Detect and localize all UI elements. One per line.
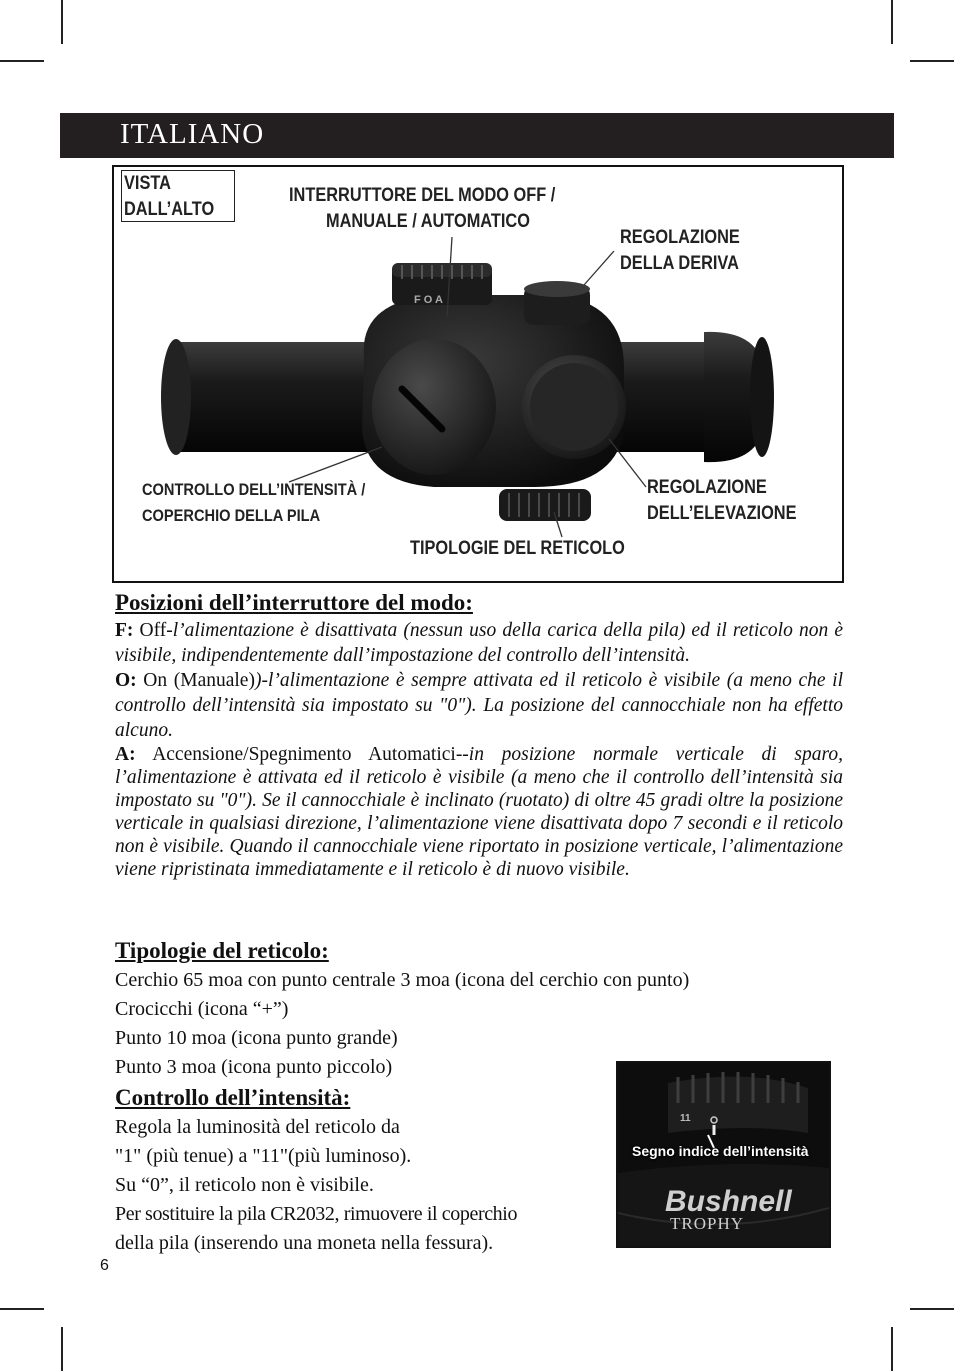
crop-mark — [910, 60, 954, 62]
elevation-label-line2: DELL’ELEVAZIONE — [647, 503, 797, 524]
product-figure — [112, 165, 844, 583]
mode-on-text: )-l’alimentazione è sempre attivata ed il reticolo è visibile (a meno che il controllo dell’intensità sia impostato su "0"). La posizione del cannocchiale non ha effetto alcuno. — [115, 670, 844, 741]
mode-positions-section — [115, 588, 843, 881]
mode-positions-heading: Posizioni dell’interruttore del modo: — [115, 590, 473, 615]
mode-on-key: O: — [115, 670, 137, 691]
intensity-line: Per sostituire la pila CR2032, rimuovere il coperchio — [115, 1203, 518, 1225]
crop-mark — [61, 0, 63, 44]
crop-mark — [891, 1327, 893, 1371]
crop-mark — [891, 0, 893, 44]
reticle-item: Punto 3 moa (icona punto piccolo) — [115, 1056, 393, 1078]
intensity-label-line2: COPERCHIO DELLA PILA — [142, 506, 321, 525]
intensity-line: "1" (più tenue) a "11"(più luminoso). — [115, 1145, 412, 1167]
mode-switch-label-line2: MANUALE / AUTOMATICO — [326, 211, 530, 232]
brand-logo: Bushnell — [665, 1185, 792, 1218]
language-header — [60, 113, 894, 158]
reticle-types-label: TIPOLOGIE DEL RETICOLO — [410, 538, 625, 559]
windage-label-line2: DELLA DERIVA — [620, 253, 739, 274]
mode-auto-text: --in posizione normale verticale di sparo, l’alimentazione è attivata ed il reticolo è visibile (a meno che il controllo dell’intensità sia impostato su "0"). Se il cannocchiale è inclinato (ruotato) di oltre 45 gradi oltre la posizione verticale in qualsiasi direzione, l’alimentazione viene disattivata dopo 7 secondi e il reticolo non è visibile. Quando il cannocchiale viene riportato in posizione verticale, l’alimentazione viene ripristinata immediatamente e il reticolo è di nuovo visibile. — [115, 744, 843, 880]
page-number: 6 — [100, 1257, 109, 1274]
intensity-label-line1: CONTROLLO DELL’INTENSITÀ / — [142, 480, 366, 499]
sub-brand-logo: TROPHY — [670, 1214, 745, 1233]
dial-number: 11 — [680, 1113, 691, 1124]
intensity-heading: Controllo dell’intensità: — [115, 1085, 351, 1110]
mode-off-word: Off — [139, 620, 167, 641]
view-label-line2: DALL’ALTO — [124, 199, 215, 220]
mode-switch-label-line1: INTERRUTTORE DEL MODO OFF / — [289, 185, 556, 206]
mode-off-key: F: — [115, 620, 134, 641]
mode-auto-word: Accensione/Spegnimento Automatici — [152, 744, 456, 765]
reticle-types-heading: Tipologie del reticolo: — [115, 938, 329, 963]
crop-mark — [910, 1308, 954, 1310]
intensity-line: della pila (inserendo una moneta nella fessura). — [115, 1232, 494, 1254]
elevation-label-line1: REGOLAZIONE — [647, 477, 767, 498]
mode-on-paragraph — [115, 668, 843, 743]
intensity-index-caption: Segno indice dell’intensità — [632, 1143, 809, 1159]
reticle-item: Punto 10 moa (icona punto grande) — [115, 1027, 398, 1049]
crop-mark — [0, 60, 44, 62]
crop-mark — [0, 1308, 44, 1310]
dial-letters: F O A — [414, 294, 443, 306]
mode-on-word: On (Manuale) — [143, 670, 255, 691]
intensity-line: Regola la luminosità del reticolo da — [115, 1116, 400, 1138]
view-label-line1: VISTA — [124, 173, 171, 194]
reticle-item: Crocicchi (icona “+”) — [115, 998, 289, 1020]
mode-off-paragraph — [115, 618, 843, 668]
windage-label-line1: REGOLAZIONE — [620, 227, 740, 248]
intensity-section — [115, 1083, 615, 1258]
intensity-index-photo — [616, 1061, 831, 1248]
crop-mark — [61, 1327, 63, 1371]
mode-off-text: -l’alimentazione è disattivata (nessun uso della carica della pila) ed il reticolo non è visibile, indipendentemente dall’impostazione del controllo dell’intensità. — [115, 620, 843, 666]
intensity-line: Su “0”, il reticolo non è visibile. — [115, 1174, 374, 1196]
page-title: ITALIANO — [120, 118, 265, 150]
reticle-item: Cerchio 65 moa con punto centrale 3 moa (icona del cerchio con punto) — [115, 969, 690, 991]
mode-auto-paragraph — [115, 743, 843, 881]
mode-auto-key: A: — [115, 744, 136, 765]
top-view-label — [121, 170, 235, 222]
